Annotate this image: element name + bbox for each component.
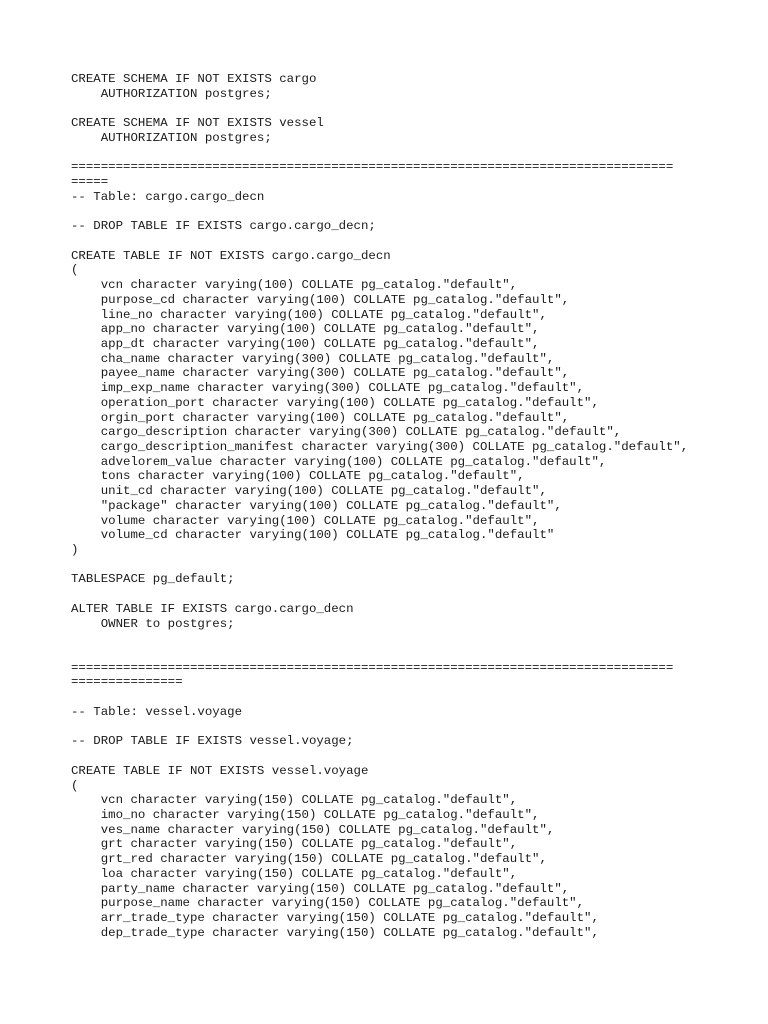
separator-line: =====: [71, 175, 109, 190]
comment-line: -- Table: vessel.voyage: [71, 704, 243, 719]
column-definition: purpose_name character varying(150) COLLATE pg_catalog."default",: [71, 896, 585, 911]
code-line: [71, 146, 711, 161]
code-line: CREATE SCHEMA IF NOT EXISTS cargo: [71, 72, 317, 86]
comment-line: -- DROP TABLE IF EXISTS cargo.cargo_decn;: [71, 219, 376, 234]
column-definition: app_no character varying(100) COLLATE pg_catalog."default",: [71, 322, 540, 337]
column-definition: app_dt character varying(100) COLLATE pg_catalog."default",: [71, 336, 540, 351]
column-definition: operation_port character varying(100) COLLATE pg_catalog."default",: [71, 395, 599, 410]
column-definition: dep_trade_type character varying(150) COLLATE pg_catalog."default",: [71, 925, 599, 940]
column-definition: orgin_port character varying(100) COLLATE pg_catalog."default",: [71, 410, 570, 425]
column-definition: purpose_cd character varying(100) COLLATE pg_catalog."default",: [71, 292, 570, 307]
column-definition: cha_name character varying(300) COLLATE pg_catalog."default",: [71, 351, 555, 366]
column-definition: unit_cd character varying(100) COLLATE pg_catalog."default",: [71, 484, 547, 499]
column-definition: arr_trade_type character varying(150) COLLATE pg_catalog."default",: [71, 910, 599, 925]
code-line: [71, 720, 711, 735]
separator-line: =================================================================================: [71, 160, 674, 175]
code-line: [71, 587, 711, 602]
code-line: ALTER TABLE IF EXISTS cargo.cargo_decn: [71, 601, 354, 616]
column-definition: volume_cd character varying(100) COLLATE pg_catalog."default": [71, 528, 555, 543]
code-line: [71, 631, 711, 646]
code-line: [71, 101, 711, 116]
column-definition: loa character varying(150) COLLATE pg_catalog."default",: [71, 866, 518, 881]
column-definition: advelorem_value character varying(100) COLLATE pg_catalog."default",: [71, 454, 607, 469]
column-definition: cargo_description_manifest character varying(300) COLLATE pg_catalog."default",: [71, 439, 689, 454]
code-line: [71, 646, 711, 661]
code-line: OWNER to postgres;: [71, 616, 235, 631]
code-line: AUTHORIZATION postgres;: [71, 86, 272, 101]
code-line: [71, 558, 711, 573]
column-definition: line_no character varying(100) COLLATE pg_catalog."default",: [71, 307, 547, 322]
column-definition: imp_exp_name character varying(300) COLLATE pg_catalog."default",: [71, 381, 585, 396]
column-definition: tons character varying(100) COLLATE pg_catalog."default",: [71, 469, 525, 484]
code-line: (: [71, 778, 79, 793]
code-line: [71, 749, 711, 764]
code-line: CREATE SCHEMA IF NOT EXISTS vessel: [71, 116, 324, 131]
separator-line: ===============: [71, 675, 183, 690]
column-definition: "package" character varying(100) COLLATE pg_catalog."default",: [71, 498, 562, 513]
column-definition: ves_name character varying(150) COLLATE pg_catalog."default",: [71, 822, 555, 837]
code-line: [71, 234, 711, 249]
code-line: TABLESPACE pg_default;: [71, 572, 235, 587]
comment-line: -- Table: cargo.cargo_decn: [71, 189, 265, 204]
separator-line: =================================================================================: [71, 660, 674, 675]
code-line: [71, 690, 711, 705]
column-definition: cargo_description character varying(300) COLLATE pg_catalog."default",: [71, 425, 622, 440]
column-definition: grt character varying(150) COLLATE pg_catalog."default",: [71, 837, 518, 852]
code-line: CREATE TABLE IF NOT EXISTS vessel.voyage: [71, 763, 369, 778]
sql-code-block: [71, 72, 711, 940]
column-definition: volume character varying(100) COLLATE pg_catalog."default",: [71, 513, 540, 528]
code-line: [71, 204, 711, 219]
code-line: AUTHORIZATION postgres;: [71, 130, 272, 145]
column-definition: grt_red character varying(150) COLLATE pg_catalog."default",: [71, 852, 547, 867]
column-definition: party_name character varying(150) COLLATE pg_catalog."default",: [71, 881, 570, 896]
column-definition: vcn character varying(100) COLLATE pg_catalog."default",: [71, 278, 518, 293]
code-line: (: [71, 263, 79, 278]
comment-line: -- DROP TABLE IF EXISTS vessel.voyage;: [71, 734, 354, 749]
column-definition: imo_no character varying(150) COLLATE pg_catalog."default",: [71, 807, 540, 822]
code-line: ): [71, 543, 79, 557]
column-definition: payee_name character varying(300) COLLATE pg_catalog."default",: [71, 366, 570, 381]
column-definition: vcn character varying(150) COLLATE pg_catalog."default",: [71, 793, 518, 808]
code-line: CREATE TABLE IF NOT EXISTS cargo.cargo_decn: [71, 248, 391, 263]
